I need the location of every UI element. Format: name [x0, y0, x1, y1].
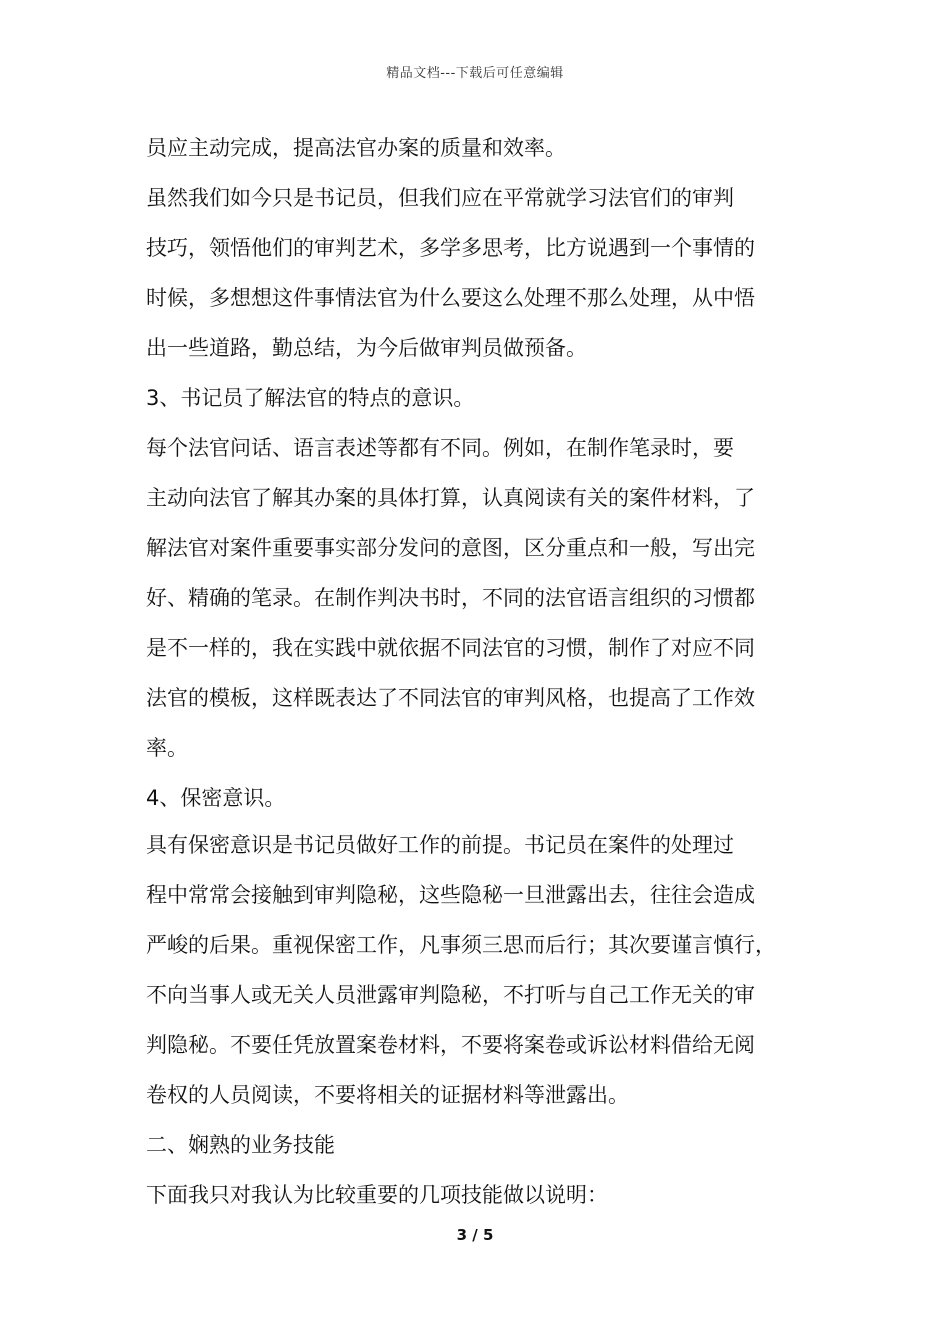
- page-number: 3 / 5: [456, 1226, 494, 1244]
- text-line: 每个法官问话、语言表述等都有不同。例如，在制作笔录时，要: [146, 436, 734, 460]
- text-line: 主动向法官了解其办案的具体打算，认真阅读有关的案件材料，了: [146, 486, 755, 510]
- text-line: 程中常常会接触到审判隐秘，这些隐秘一旦泄露出去，往往会造成: [146, 883, 755, 907]
- text-line: 是不一样的，我在实践中就依据不同法官的习惯，制作了对应不同: [146, 636, 755, 660]
- text-line: 解法官对案件重要事实部分发问的意图，区分重点和一般，写出完: [146, 536, 755, 560]
- page-header: 精品文档---下载后可任意编辑: [386, 66, 564, 81]
- section-heading: 4、保密意识。: [146, 786, 286, 810]
- section-heading: 二、娴熟的业务技能: [146, 1133, 335, 1157]
- text-line: 法官的模板，这样既表达了不同法官的审判风格，也提高了工作效: [146, 686, 755, 710]
- text-line: 技巧，领悟他们的审判艺术，多学多思考，比方说遇到一个事情的: [146, 236, 755, 260]
- text-line: 员应主动完成，提高法官办案的质量和效率。: [146, 136, 566, 160]
- text-line: 严峻的后果。重视保密工作，凡事须三思而后行；其次要谨言慎行，: [146, 933, 776, 957]
- text-line: 下面我只对我认为比较重要的几项技能做以说明：: [146, 1183, 608, 1207]
- text-line: 好、精确的笔录。在制作判决书时，不同的法官语言组织的习惯都: [146, 586, 755, 610]
- text-line: 出一些道路，勤总结，为今后做审判员做预备。: [146, 336, 587, 360]
- text-line: 具有保密意识是书记员做好工作的前提。书记员在案件的处理过: [146, 833, 734, 857]
- text-line: 虽然我们如今只是书记员，但我们应在平常就学习法官们的审判: [146, 186, 734, 210]
- text-line: 率。: [146, 736, 188, 760]
- text-line: 判隐秘。不要任凭放置案卷材料，不要将案卷或诉讼材料借给无阅: [146, 1033, 755, 1057]
- section-heading: 3、书记员了解法官的特点的意识。: [146, 386, 475, 410]
- text-line: 不向当事人或无关人员泄露审判隐秘，不打听与自己工作无关的审: [146, 983, 755, 1007]
- text-line: 卷权的人员阅读，不要将相关的证据材料等泄露出。: [146, 1083, 629, 1107]
- text-line: 时候，多想想这件事情法官为什么要这么处理不那么处理，从中悟: [146, 286, 755, 310]
